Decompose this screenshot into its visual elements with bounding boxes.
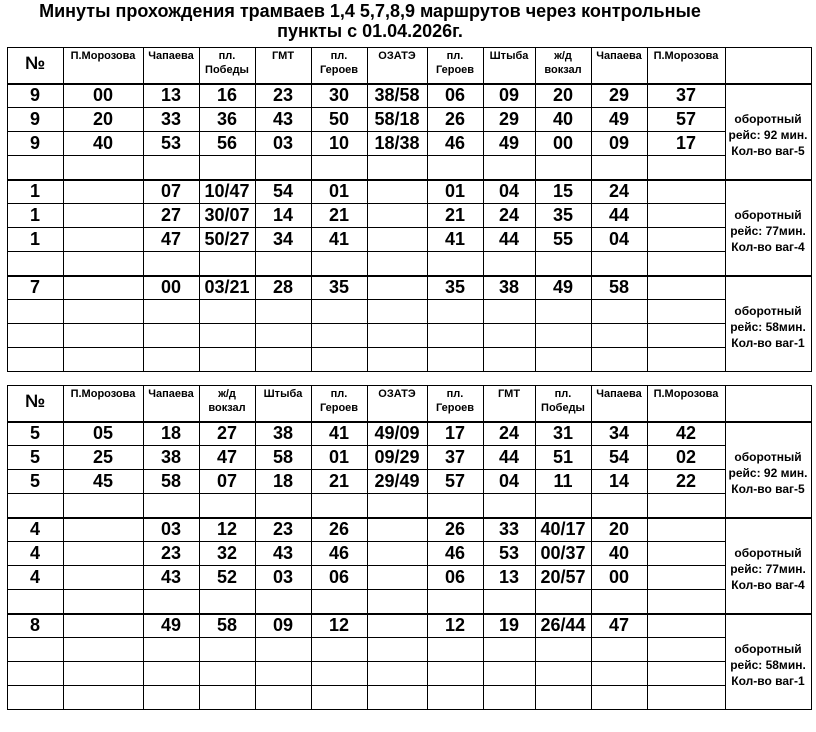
grid-line <box>311 385 312 710</box>
time-cell: 21 <box>328 205 350 225</box>
time-cell: 35 <box>444 277 466 297</box>
time-cell: 33 <box>498 519 520 539</box>
time-cell: 44 <box>498 447 520 467</box>
note-line: рейс: 58мин. <box>730 658 806 672</box>
grid-line <box>7 709 811 710</box>
grid-line <box>591 385 592 710</box>
grid-line <box>7 469 725 470</box>
time-cell: 04 <box>498 181 520 201</box>
time-cell: 00/37 <box>540 543 586 563</box>
header-text: вокзал <box>544 64 582 76</box>
column-header <box>647 49 725 63</box>
time-cell: 14 <box>608 471 630 491</box>
header-text: Героев <box>435 64 475 76</box>
column-header <box>483 387 535 401</box>
time-cell: 18 <box>160 423 182 443</box>
route-note <box>725 449 811 497</box>
time-cell: 53 <box>498 543 520 563</box>
grid-line <box>7 179 811 181</box>
time-cell: 29 <box>608 85 630 105</box>
grid-line <box>7 47 811 48</box>
grid-line <box>535 47 536 372</box>
column-header <box>483 49 535 63</box>
time-cell: 51 <box>552 447 574 467</box>
column-header <box>535 49 591 77</box>
time-cell: 43 <box>160 567 182 587</box>
time-cell: 01 <box>328 447 350 467</box>
header-text: № <box>24 53 46 73</box>
time-cell: 29/49 <box>374 471 420 491</box>
time-cell: 21 <box>444 205 466 225</box>
time-cell: 56 <box>216 133 238 153</box>
grid-line <box>143 47 144 372</box>
time-cell: 49 <box>552 277 574 297</box>
column-header <box>255 387 311 401</box>
time-cell: 26/44 <box>540 615 586 635</box>
time-cell: 50/27 <box>204 229 250 249</box>
grid-line <box>483 47 484 372</box>
time-cell: 06 <box>444 85 466 105</box>
time-cell: 46 <box>444 133 466 153</box>
time-cell: 05 <box>92 423 114 443</box>
grid-line <box>7 637 725 638</box>
grid-line <box>255 385 256 710</box>
time-cell: 24 <box>498 423 520 443</box>
grid-line <box>7 275 811 277</box>
time-cell: 21 <box>328 471 350 491</box>
time-cell: 09 <box>608 133 630 153</box>
grid-line <box>7 385 8 710</box>
note-line: оборотный <box>734 112 802 126</box>
time-cell: 47 <box>216 447 238 467</box>
time-cell: 09 <box>272 615 294 635</box>
note-line: рейс: 77мин. <box>730 562 806 576</box>
grid-line <box>7 589 725 590</box>
title-line-2: пункты с 01.04.2026г. <box>277 21 463 41</box>
note-line: оборотный <box>734 642 802 656</box>
header-text: вокзал <box>208 402 246 414</box>
route-number: 4 <box>29 543 40 563</box>
header-text: пл. <box>554 388 572 400</box>
grid-line <box>7 323 725 324</box>
time-cell: 32 <box>216 543 238 563</box>
time-cell: 45 <box>92 471 114 491</box>
note-line: рейс: 77мин. <box>730 224 806 238</box>
time-cell: 36 <box>216 109 238 129</box>
header-text: Штыба <box>263 388 303 400</box>
grid-line <box>7 445 725 446</box>
time-cell: 18 <box>272 471 294 491</box>
grid-line <box>199 47 200 372</box>
column-header <box>199 49 255 77</box>
time-cell: 46 <box>444 543 466 563</box>
header-text: № <box>24 391 46 411</box>
time-cell: 41 <box>328 423 350 443</box>
time-cell: 26 <box>328 519 350 539</box>
header-text: ОЗАТЭ <box>378 388 416 400</box>
header-text: пл. <box>330 50 348 62</box>
note-line: Кол-во ваг-1 <box>731 336 805 350</box>
time-cell: 01 <box>444 181 466 201</box>
time-cell: 10/47 <box>204 181 250 201</box>
grid-line <box>7 83 811 85</box>
header-text: Героев <box>435 402 475 414</box>
column-header <box>427 387 483 415</box>
time-cell: 41 <box>328 229 350 249</box>
route-number: 7 <box>29 277 40 297</box>
time-cell: 01 <box>328 181 350 201</box>
column-header <box>647 387 725 401</box>
time-cell: 03 <box>272 567 294 587</box>
time-cell: 03 <box>160 519 182 539</box>
time-cell: 57 <box>444 471 466 491</box>
grid-line <box>427 47 428 372</box>
header-text: Штыба <box>489 50 529 62</box>
time-cell: 00 <box>608 567 630 587</box>
note-line: Кол-во ваг-5 <box>731 144 805 158</box>
grid-line <box>591 47 592 372</box>
route-number: 9 <box>29 109 40 129</box>
time-cell: 52 <box>216 567 238 587</box>
column-header <box>311 49 367 77</box>
route-number: 8 <box>29 615 40 635</box>
note-line: рейс: 58мин. <box>730 320 806 334</box>
grid-line <box>311 47 312 372</box>
time-cell: 19 <box>498 615 520 635</box>
time-cell: 58 <box>272 447 294 467</box>
time-cell: 49/09 <box>374 423 420 443</box>
note-line: оборотный <box>734 304 802 318</box>
time-cell: 38 <box>272 423 294 443</box>
header-text: Чапаева <box>148 50 194 62</box>
time-cell: 38 <box>160 447 182 467</box>
note-line: оборотный <box>734 450 802 464</box>
time-cell: 54 <box>608 447 630 467</box>
column-header <box>311 387 367 415</box>
column-header <box>591 49 647 63</box>
note-line: Кол-во ваг-5 <box>731 482 805 496</box>
time-cell: 40 <box>608 543 630 563</box>
header-text: ж/д <box>218 388 236 400</box>
route-number: 4 <box>29 519 40 539</box>
header-text: пл. <box>330 388 348 400</box>
time-cell: 04 <box>608 229 630 249</box>
time-cell: 47 <box>160 229 182 249</box>
note-line: оборотный <box>734 546 802 560</box>
time-cell: 07 <box>160 181 182 201</box>
time-cell: 50 <box>328 109 350 129</box>
time-cell: 43 <box>272 109 294 129</box>
header-text: П.Морозова <box>653 388 719 400</box>
time-cell: 00 <box>92 85 114 105</box>
time-cell: 47 <box>608 615 630 635</box>
time-cell: 31 <box>552 423 574 443</box>
time-cell: 24 <box>498 205 520 225</box>
grid-line <box>7 685 725 686</box>
header-text: ГМТ <box>271 50 295 62</box>
time-cell: 17 <box>444 423 466 443</box>
time-cell: 13 <box>160 85 182 105</box>
time-cell: 58/18 <box>374 109 420 129</box>
time-cell: 37 <box>444 447 466 467</box>
grid-line <box>63 385 64 710</box>
header-text: Победы <box>541 402 585 414</box>
time-cell: 29 <box>498 109 520 129</box>
column-header <box>63 387 143 401</box>
time-cell: 57 <box>675 109 697 129</box>
grid-line <box>7 251 725 252</box>
header-text: П.Морозова <box>653 50 719 62</box>
route-number: 5 <box>29 447 40 467</box>
time-cell: 06 <box>328 567 350 587</box>
time-cell: 09/29 <box>374 447 420 467</box>
grid-line <box>427 385 428 710</box>
time-cell: 15 <box>552 181 574 201</box>
route-number: 9 <box>29 85 40 105</box>
route-number: 1 <box>29 229 40 249</box>
time-cell: 20 <box>552 85 574 105</box>
grid-line <box>7 227 725 228</box>
grid-line <box>7 299 725 300</box>
header-text: пл. <box>218 50 236 62</box>
grid-line <box>7 47 8 372</box>
time-cell: 38 <box>498 277 520 297</box>
column-header <box>591 387 647 401</box>
time-cell: 49 <box>160 615 182 635</box>
column-header <box>367 387 427 401</box>
route-number: 5 <box>29 423 40 443</box>
time-cell: 54 <box>272 181 294 201</box>
time-cell: 23 <box>160 543 182 563</box>
header-text: Чапаева <box>596 50 642 62</box>
column-header <box>535 387 591 415</box>
time-cell: 40 <box>552 109 574 129</box>
grid-line <box>7 541 725 542</box>
grid-line <box>7 347 725 348</box>
time-cell: 49 <box>498 133 520 153</box>
time-cell: 07 <box>216 471 238 491</box>
column-header <box>255 49 311 63</box>
time-cell: 42 <box>675 423 697 443</box>
route-number: 1 <box>29 205 40 225</box>
time-cell: 34 <box>272 229 294 249</box>
grid-line <box>7 203 725 204</box>
time-cell: 58 <box>216 615 238 635</box>
time-cell: 02 <box>675 447 697 467</box>
time-cell: 33 <box>160 109 182 129</box>
time-cell: 12 <box>328 615 350 635</box>
grid-line <box>367 385 368 710</box>
header-text: П.Морозова <box>70 50 136 62</box>
header-text: ж/д <box>554 50 572 62</box>
grid-line <box>647 47 648 372</box>
time-cell: 12 <box>216 519 238 539</box>
time-cell: 09 <box>498 85 520 105</box>
time-cell: 12 <box>444 615 466 635</box>
grid-line <box>483 385 484 710</box>
time-cell: 27 <box>160 205 182 225</box>
time-cell: 40 <box>92 133 114 153</box>
time-cell: 43 <box>272 543 294 563</box>
time-cell: 44 <box>608 205 630 225</box>
route-number: 5 <box>29 471 40 491</box>
grid-line <box>7 661 725 662</box>
time-cell: 04 <box>498 471 520 491</box>
time-cell: 34 <box>608 423 630 443</box>
note-line: Кол-во ваг-4 <box>731 240 805 254</box>
time-cell: 20/57 <box>540 567 586 587</box>
time-cell: 20 <box>92 109 114 129</box>
route-note <box>725 641 811 689</box>
header-text: Чапаева <box>596 388 642 400</box>
column-header <box>199 387 255 415</box>
grid-line <box>535 385 536 710</box>
note-line: Кол-во ваг-1 <box>731 674 805 688</box>
header-text: ГМТ <box>497 388 521 400</box>
header-text: Героев <box>319 402 359 414</box>
grid-line <box>7 385 811 386</box>
route-note <box>725 303 811 351</box>
header-text: Героев <box>319 64 359 76</box>
time-cell: 18/38 <box>374 133 420 153</box>
note-line: Кол-во ваг-4 <box>731 578 805 592</box>
column-header <box>427 49 483 77</box>
time-cell: 30 <box>328 85 350 105</box>
time-cell: 03/21 <box>204 277 250 297</box>
time-cell: 35 <box>552 205 574 225</box>
time-cell: 17 <box>675 133 697 153</box>
time-cell: 22 <box>675 471 697 491</box>
grid-line <box>7 517 811 519</box>
time-cell: 40/17 <box>540 519 586 539</box>
grid-line <box>7 155 725 156</box>
note-line: рейс: 92 мин. <box>728 128 808 142</box>
header-text: Победы <box>205 64 249 76</box>
header-text: Чапаева <box>148 388 194 400</box>
route-number: 9 <box>29 133 40 153</box>
title-line-1: Минуты прохождения трамваев 1,4 5,7,8,9 маршрутов через контрольные <box>39 1 701 21</box>
column-header <box>143 387 199 401</box>
time-cell: 00 <box>552 133 574 153</box>
time-cell: 41 <box>444 229 466 249</box>
grid-line <box>725 47 726 372</box>
grid-line <box>7 107 725 108</box>
grid-line <box>725 385 726 710</box>
time-cell: 03 <box>272 133 294 153</box>
time-cell: 35 <box>328 277 350 297</box>
page-title <box>0 1 740 41</box>
time-cell: 46 <box>328 543 350 563</box>
grid-line <box>811 385 812 710</box>
time-cell: 11 <box>553 471 573 491</box>
grid-line <box>143 385 144 710</box>
time-cell: 55 <box>552 229 574 249</box>
grid-line <box>647 385 648 710</box>
grid-line <box>255 47 256 372</box>
column-header <box>367 49 427 63</box>
grid-line <box>7 131 725 132</box>
grid-line <box>7 565 725 566</box>
note-line: оборотный <box>734 208 802 222</box>
time-cell: 58 <box>608 277 630 297</box>
column-header <box>63 49 143 63</box>
grid-line <box>7 371 811 372</box>
time-cell: 44 <box>498 229 520 249</box>
grid-line <box>63 47 64 372</box>
time-cell: 20 <box>608 519 630 539</box>
column-header <box>143 49 199 63</box>
column-header-number <box>7 387 63 415</box>
time-cell: 30/07 <box>204 205 250 225</box>
time-cell: 58 <box>160 471 182 491</box>
time-cell: 26 <box>444 519 466 539</box>
column-header-number <box>7 49 63 77</box>
time-cell: 06 <box>444 567 466 587</box>
route-note <box>725 111 811 159</box>
header-text: ОЗАТЭ <box>378 50 416 62</box>
route-note <box>725 545 811 593</box>
grid-line <box>811 47 812 372</box>
time-cell: 53 <box>160 133 182 153</box>
time-cell: 49 <box>608 109 630 129</box>
header-text: пл. <box>446 50 464 62</box>
grid-line <box>7 421 811 423</box>
time-cell: 28 <box>272 277 294 297</box>
time-cell: 10 <box>328 133 350 153</box>
time-cell: 23 <box>272 85 294 105</box>
note-line: рейс: 92 мин. <box>728 466 808 480</box>
route-number: 4 <box>29 567 40 587</box>
time-cell: 37 <box>675 85 697 105</box>
time-cell: 24 <box>608 181 630 201</box>
time-cell: 27 <box>216 423 238 443</box>
time-cell: 26 <box>444 109 466 129</box>
time-cell: 00 <box>160 277 182 297</box>
route-note <box>725 207 811 255</box>
time-cell: 23 <box>272 519 294 539</box>
time-cell: 13 <box>498 567 520 587</box>
grid-line <box>199 385 200 710</box>
time-cell: 25 <box>92 447 114 467</box>
time-cell: 16 <box>216 85 238 105</box>
grid-line <box>7 613 811 615</box>
time-cell: 38/58 <box>374 85 420 105</box>
grid-line <box>7 493 725 494</box>
time-cell: 14 <box>272 205 294 225</box>
grid-line <box>367 47 368 372</box>
header-text: пл. <box>446 388 464 400</box>
header-text: П.Морозова <box>70 388 136 400</box>
route-number: 1 <box>29 181 40 201</box>
